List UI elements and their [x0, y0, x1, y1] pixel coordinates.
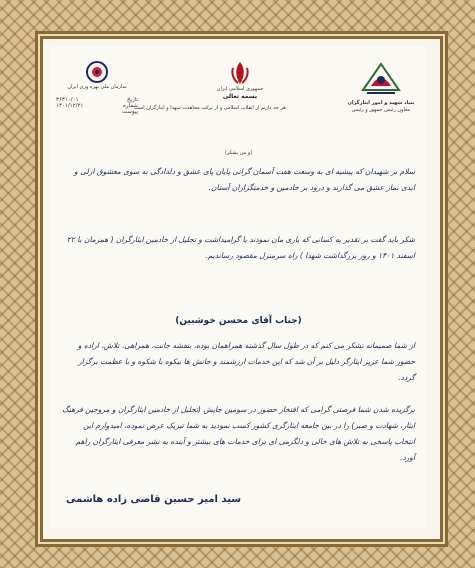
recipient-title: (جناب آقای محسن خوشبین) [175, 316, 302, 326]
paragraph-selection: برگزیده شدن شما فرصتی گرامی که افتخار حضور در سومین جایش (تجلیل از خادمین ایثارگران و مروجین فرهنگ ایثار، شهادت و صبر) را در بین جامعه ایثارگری کشور کسب نمودید به شما تبریک عرض نموده، امیدوارم این انتخاب پاسخی به تلاش های خالی و دلگرمی ای برای خدمات های بیشتر و آینده به نشر معرفی ایثارگران راهم آورد. [62, 405, 415, 462]
signature-name: سید امیر حسین قاضی زاده هاشمی [66, 494, 242, 505]
certificate-page [50, 46, 427, 528]
right-org-line1: بنیاد شهید و امور ایثارگران [347, 100, 415, 106]
meta-row-attachment [56, 109, 138, 115]
bonyad-shahid-logo-icon [359, 60, 403, 100]
greeting-paragraph: سلام بر شهیدان که پیشیه ای به وسعت هفت آسمان گرانی پایان پای عشق و دلدادگی به سوی معشوق ازلی و ابدی نماز عشق می گذارند و درود بر خادمین و خدمتگزاران آستان. [74, 167, 415, 192]
right-org-line2: معاون رئیس جمهور و رئیس [351, 107, 411, 113]
meta-label: شماره [122, 103, 138, 109]
left-meta [56, 97, 138, 115]
motto-line: هر چه داریم از انقلاب اسلامی و از برکت مجاهدت شهدا و ایثارگران است [134, 105, 286, 111]
meta-value: ۳۶۳۱۰/۰۱ [56, 97, 79, 103]
basmala: بسمه تعالی [222, 93, 258, 100]
meta-value: ۱۴۰۱/۱۲/۲۱ [56, 103, 84, 109]
meta-label: پیوست [121, 109, 138, 115]
iran-emblem-icon [227, 60, 253, 86]
right-header [341, 60, 421, 114]
top-note: (و من یشکر) [224, 150, 253, 156]
productivity-org-logo-icon [85, 60, 109, 84]
meta-label: تاریخ [127, 97, 138, 103]
intro-block [62, 150, 415, 163]
paragraph-appreciation: شکر باید گفت بر تقدیر به کسانی که یاری مان نمودند با گرامیداشت و تجلیل از خادمین ایثارگران ( همزمان با ۲۲ اسفند ۱۴۰۱ و روز بزرگداشت شهدا ) راه سرمنزل مقصود رساندیم. [66, 235, 415, 260]
paragraph-thanks: از شما صمیمانه تشکر می کنم که در طول سال گذشته همراهمان بوده، بنفشه جانت، همراهی، تلاش، اراده و حضور شما عزیز ایثارگر دلیل بر آن شد که این خدمات ارزشمند و جانش ها بیکوه با شکوه و با عظمت برگزار گردد. [77, 341, 415, 382]
center-header [134, 60, 310, 112]
republic-label: جمهوری اسلامی ایران [216, 86, 264, 92]
left-header [56, 60, 138, 115]
left-org-name: سازمان ملی بهره وری ایران [67, 84, 127, 90]
